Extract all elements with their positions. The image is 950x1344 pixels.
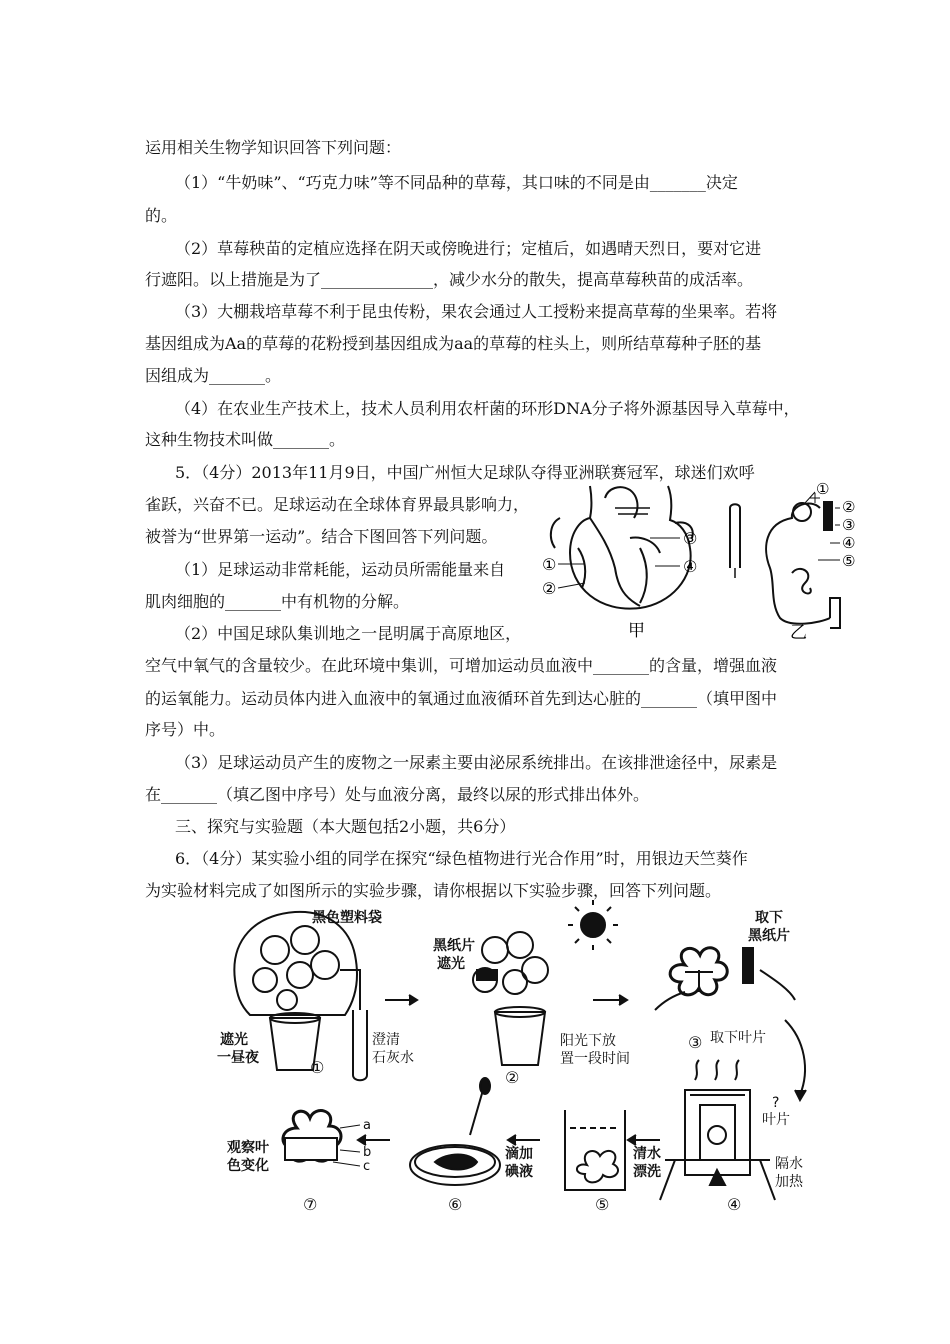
text-line: 因组成为_______。 <box>145 366 282 385</box>
text-line: 被誉为“世界第一运动”。结合下图回答下列问题。 <box>145 527 498 546</box>
text-line: 在_______（填乙图中序号）处与血液分离，最终以尿的形式排出体外。 <box>145 785 650 804</box>
label-limewater: 石灰水 <box>372 1050 414 1066</box>
arrow-3-4 <box>785 1020 805 1095</box>
label-water: 清水 <box>633 1146 661 1162</box>
nephron-label-1: ① <box>816 480 830 498</box>
label-leaf: 叶片 <box>762 1112 790 1128</box>
label-color-change: 色变化 <box>227 1158 269 1174</box>
label-a: a <box>363 1118 371 1133</box>
text-line: 基因组成为Aa的草莓的花粉授到基因组成为aa的草莓的柱头上，则所结草莓种子胚的基 <box>145 334 762 353</box>
text-line: 肌肉细胞的_______中有机物的分解。 <box>145 592 410 611</box>
step-number-7: ⑦ <box>303 1195 318 1214</box>
text-line: 雀跃，兴奋不已。足球运动在全球体育界最具影响力， <box>145 495 530 514</box>
section-heading: 三、探究与实验题（本大题包括2小题，共6分） <box>175 817 516 836</box>
label-black-paper: 黑纸片 <box>433 938 475 954</box>
nephron-leader-lines <box>805 492 840 560</box>
label-black-paper-2: 黑纸片 <box>748 928 790 944</box>
heart-label-1: ① <box>542 555 557 574</box>
step-4-illustration <box>660 1060 775 1200</box>
label-iodine: 碘液 <box>505 1164 533 1180</box>
label-period: 置一段时间 <box>560 1051 630 1067</box>
text-line: 运用相关生物学知识回答下列问题： <box>145 138 402 157</box>
question-4-2: （2）草莓秧苗的定植应选择在阴天或傍晚进行；定植后，如遇晴天烈日，要对它进 <box>175 239 762 258</box>
label-c: c <box>363 1159 371 1174</box>
label-b: b <box>363 1145 372 1160</box>
label-question: ? <box>772 1095 780 1111</box>
step-7-illustration <box>283 1111 360 1166</box>
text-line: 空气中氧气的含量较少。在此环境中集训，可增加运动员血液中_______的含量，增强血液 <box>145 656 778 675</box>
heart-label-3: ③ <box>683 529 698 548</box>
question-5-1: （1）足球运动非常耗能，运动员所需能量来自 <box>175 560 506 579</box>
label-shade: 遮光 <box>220 1032 248 1048</box>
heart-diagram <box>551 486 693 609</box>
question-4-3: （3）大棚栽培草莓不利于昆虫传粉，果农会通过人工授粉来提高草莓的坐果率。若将 <box>175 302 778 321</box>
nephron-label-2: ② <box>842 498 856 516</box>
label-sunlight: 阳光下放 <box>560 1033 616 1049</box>
label-observe: 观察叶 <box>227 1140 269 1156</box>
label-rinse: 漂洗 <box>633 1164 661 1180</box>
label-day-night: 一昼夜 <box>217 1050 259 1066</box>
nephron-label-3: ③ <box>842 516 856 534</box>
step-number-6: ⑥ <box>448 1195 463 1214</box>
heart-label-2: ② <box>542 579 557 598</box>
nephron-label-5: ⑤ <box>842 552 856 570</box>
question-6-heading: 6．（4分）某实验小组的同学在探究“绿色植物进行光合作用”时，用银边天竺葵作 <box>175 849 748 868</box>
step-number-3: ③ <box>688 1033 703 1052</box>
label-remove: 取下 <box>755 910 783 926</box>
label-remove-leaf: 取下叶片 <box>710 1030 766 1046</box>
heart-label-4: ④ <box>683 557 698 576</box>
text-line: 的运氧能力。运动员体内进入血液中的氧通过血液循环首先到达心脏的_______（填甲图中 <box>145 689 778 708</box>
step-6-illustration <box>410 1078 500 1185</box>
nephron-label-4: ④ <box>842 534 856 552</box>
step-2-illustration <box>473 932 548 1065</box>
label-water-bath: 隔水 <box>775 1156 803 1172</box>
step-number-2: ② <box>505 1068 520 1087</box>
step-3-illustration <box>655 948 795 1010</box>
question-5-heading: 5．（4分）2013年11月9日，中国广州恒大足球队夺得亚洲联赛冠军，球迷们欢呼 <box>175 463 755 482</box>
question-5-2: （2）中国足球队集训地之一昆明属于高原地区， <box>175 624 522 643</box>
text-line: 序号）中。 <box>145 720 226 739</box>
question-4-1: （1）“牛奶味”、“巧克力味”等不同品种的草莓，其口味的不同是由_______决定 <box>175 173 738 192</box>
label-shade-2: 遮光 <box>437 956 465 972</box>
text-line: 行遮阳。以上措施是为了______________，减少水分的散失，提高草莓秧苗的成活率。 <box>145 270 754 289</box>
text-line: 为实验材料完成了如图所示的实验步骤，请你根据以下实验步骤，回答下列问题。 <box>145 881 722 900</box>
figure-caption-yi: 乙 <box>790 623 807 643</box>
figure-caption-jia: 甲 <box>628 621 645 641</box>
label-heat: 加热 <box>775 1174 803 1190</box>
sun-icon <box>568 900 618 950</box>
label-black-bag: 黑色塑料袋 <box>312 910 382 926</box>
step-number-5: ⑤ <box>595 1195 610 1214</box>
step-number-4: ④ <box>727 1195 742 1214</box>
label-clear: 澄清 <box>372 1032 400 1048</box>
text-line: 的。 <box>145 206 178 225</box>
step-number-1: ① <box>310 1058 325 1077</box>
text-line: 这种生物技术叫做_______。 <box>145 430 346 449</box>
step-5-illustration <box>565 1110 625 1190</box>
heart-kidney-figure <box>530 478 870 643</box>
question-4-4: （4）在农业生产技术上，技术人员利用农杆菌的环形DNA分子将外源基因导入草莓中， <box>175 399 800 418</box>
question-5-3: （3）足球运动员产生的废物之一尿素主要由泌尿系统排出。在该排泄途径中，尿素是 <box>175 753 778 772</box>
label-add: 滴加 <box>505 1146 533 1162</box>
photosynthesis-experiment-figure <box>215 900 820 1220</box>
